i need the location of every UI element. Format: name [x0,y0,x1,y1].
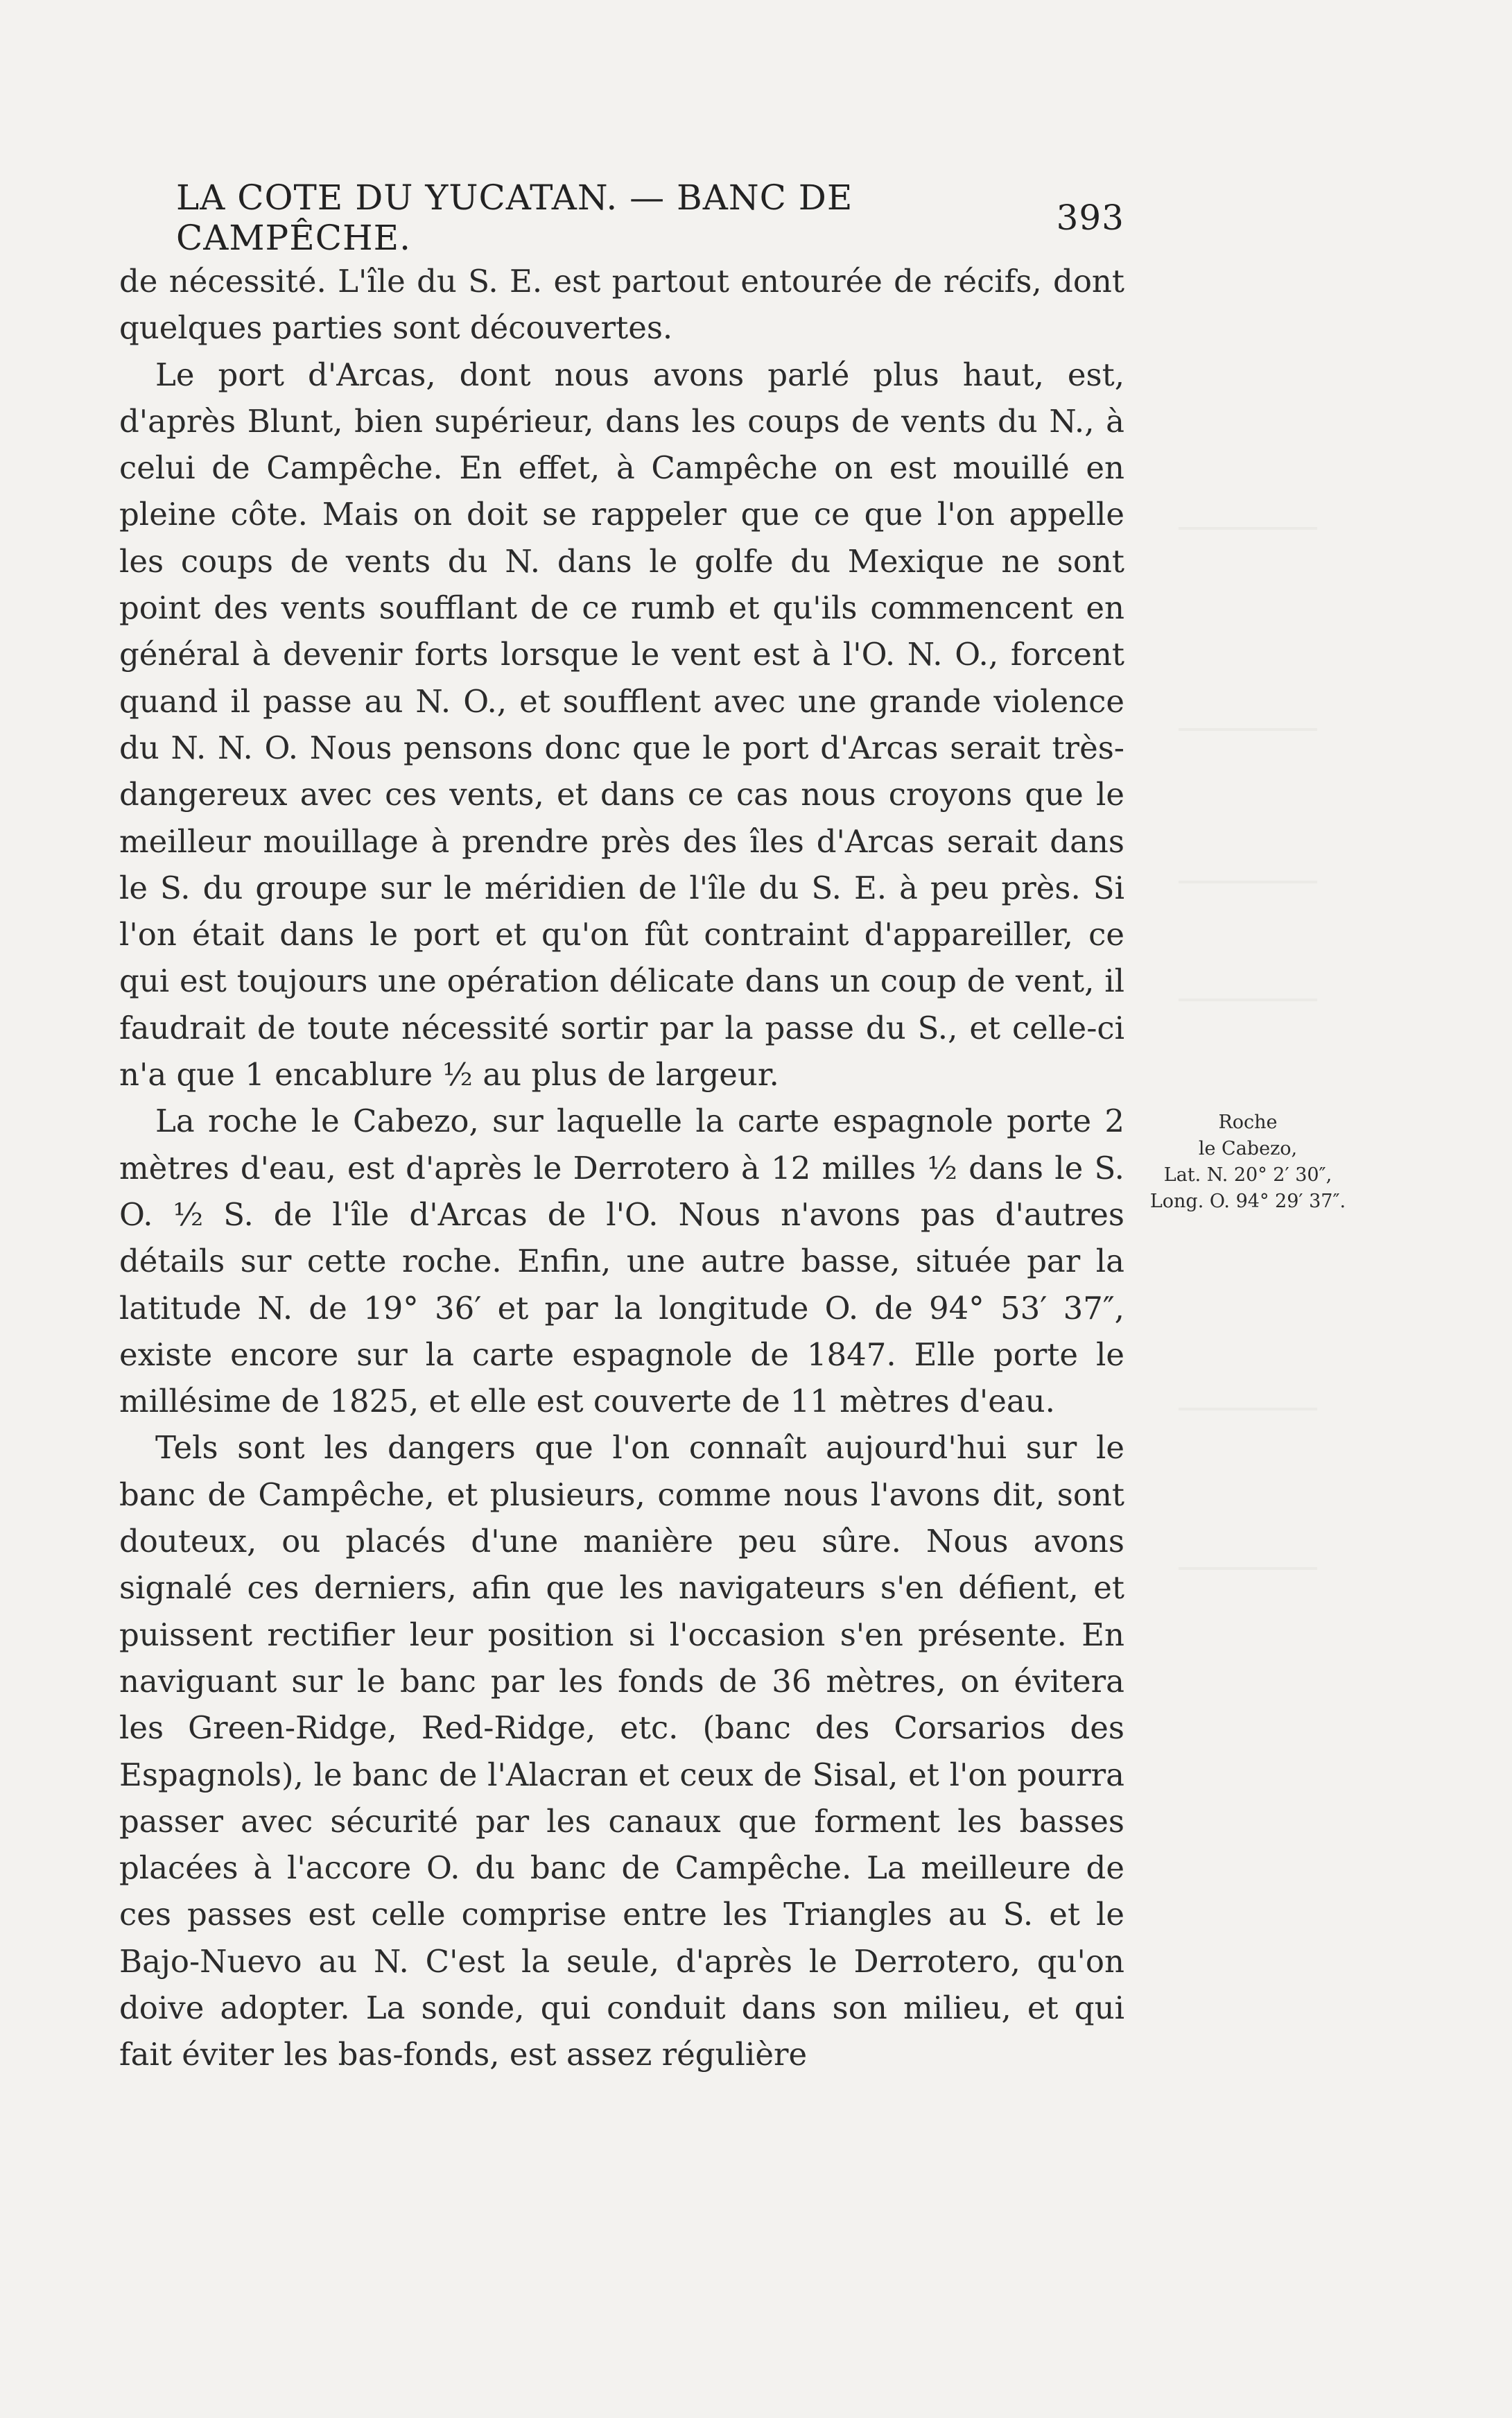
main-text [119,258,1124,2078]
bleed-through-mark [1179,1408,1317,1410]
margin-note-line: le Cabezo, [1198,1138,1298,1159]
paragraph: La roche le Cabezo, sur laquelle la carte espagnole porte 2 mètres d'eau, est d'après le Derrotero à 12 milles ½ dans le S. O. ½ S. de l'île d'Arcas de l'O. Nous n'avons pas d'autres détails sur cette roche. Enfin, une autre basse, située par la latitude N. de 19° 36′ et par la longitude O. de 94° 53′ 37″, existe encore sur la carte espagnole de 1847. Elle porte le millésime de 1825, et elle est couverte de 11 mètres d'eau. [119,1103,1124,1420]
header-title: LA COTE DU YUCATAN. — BANC DE CAMPÊCHE. [176,178,853,258]
bleed-through-mark [1179,999,1317,1001]
bleed-through-mark [1179,1567,1317,1570]
paragraph: Le port d'Arcas, dont nous avons parlé plus haut, est, d'après Blunt, bien supérieur, dans les coups de vents du N., à celui de Campêche. En effet, à Campêche on est mouillé en pleine côte. Mais on doit se rappeler que ce que l'on appelle les coups de vents du N. dans le golfe du Mexique ne sont point des vents soufflant de ce rumb et qu'ils commencent en général à devenir forts lorsque le vent est à l'O. N. O., forcent quand il passe au N. O., et soufflent avec une grande violence du N. N. O. Nous pensons donc que le port d'Arcas serait très-dangereux avec ces vents, et dans ce cas nous croyons que le meilleur mouillage à prendre près des îles d'Arcas serait dans le S. du groupe sur le méridien de l'île du S. E. à peu près. Si l'on était dans le port et qu'on fût contraint d'appareiller, ce qui est toujours une opération délicate dans un coup de vent, il faudrait de toute nécessité sortir par la passe du S., et celle-ci n'a que 1 encablure ½ au plus de largeur. [119,356,1124,1094]
paragraph: de nécessité. L'île du S. E. est partout entourée de récifs, dont quelques parties sont découvertes. [119,263,1124,347]
bleed-through-mark [1179,527,1317,530]
margin-note-line: Long. O. 94° 29′ 37″. [1149,1191,1346,1212]
margin-note-line: Roche [1218,1112,1278,1133]
page-number: 393 [1056,198,1124,238]
margin-note [1137,1109,1359,1215]
running-header [176,178,1124,258]
margin-note-line: Lat. N. 20° 2′ 30″, [1163,1164,1332,1186]
bleed-through-mark [1179,881,1317,883]
paragraph: Tels sont les dangers que l'on connaît aujourd'hui sur le banc de Campêche, et plusieurs, comme nous l'avons dit, sont douteux, ou placés d'une manière peu sûre. Nous avons signalé ces derniers, afin que les navigateurs s'en défient, et puissent rectifier leur position si l'occasion s'en présente. En naviguant sur le banc par les fonds de 36 mètres, on évitera les Green-Ridge, Red-Ridge, etc. (banc des Corsarios des Espagnols), le banc de l'Alacran et ceux de Sisal, et l'on pourra passer avec sécurité par les canaux que forment les basses placées à l'accore O. du banc de Campêche. La meilleure de ces passes est celle comprise entre les Triangles au S. et le Bajo-Nuevo au N. C'est la seule, d'après le Derrotero, qu'on doive adopter. La sonde, qui conduit dans son milieu, et qui fait éviter les bas-fonds, est assez régulière [119,1429,1124,2073]
bleed-through-mark [1179,728,1317,731]
